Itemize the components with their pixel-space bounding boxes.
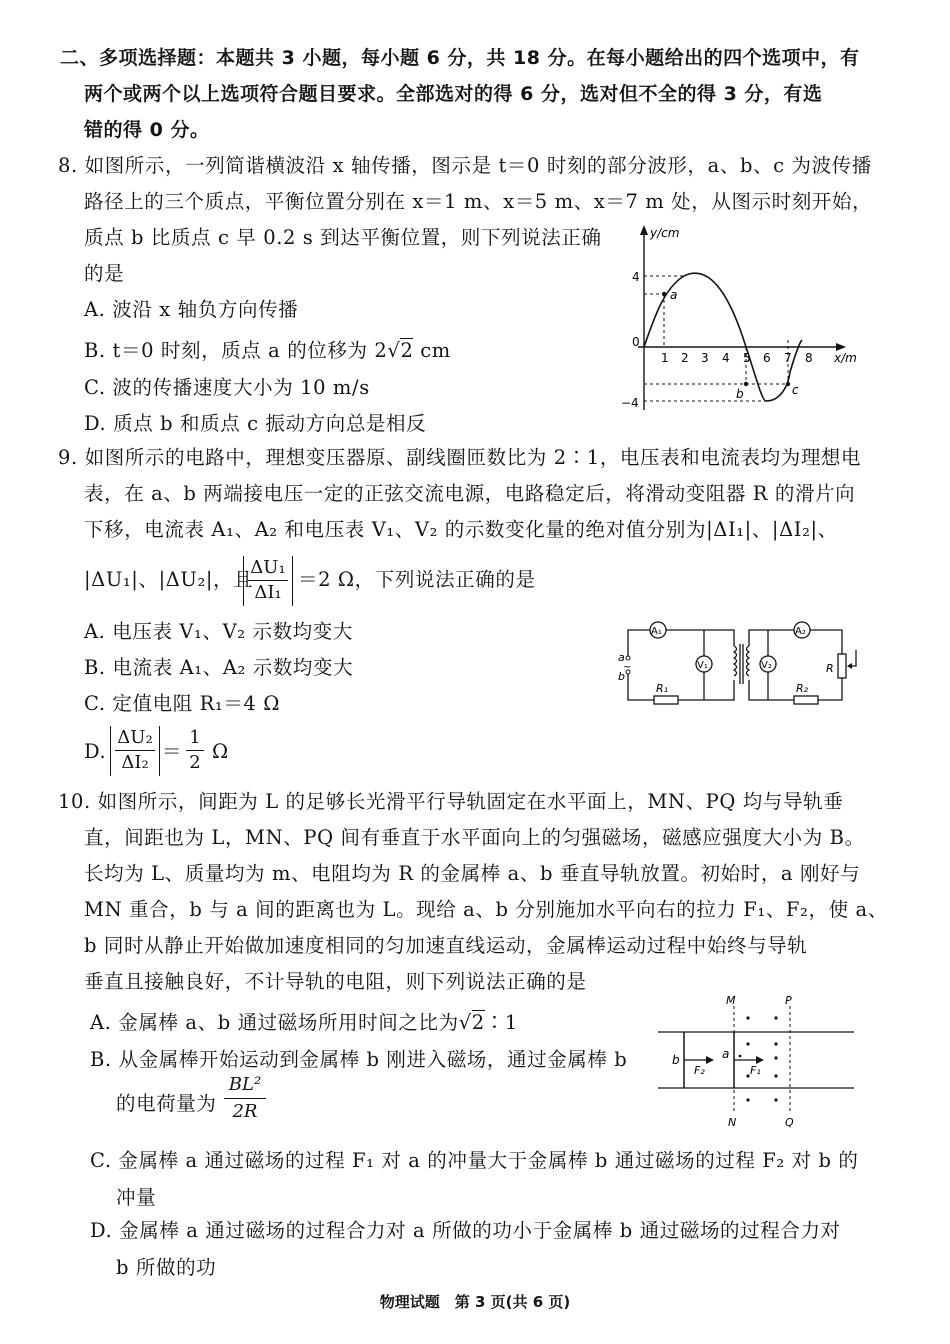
q10-option-b-denominator: 2R — [224, 1098, 266, 1125]
x-tick-7: 7 — [784, 351, 792, 365]
q9-option-d-half-den: 2 — [186, 750, 204, 775]
label-v2: V₂ — [761, 660, 772, 671]
x-tick-3: 3 — [701, 351, 709, 365]
q8-stem-line1: 8. 如图所示，一列简谐横波沿 x 轴传播，图示是 t＝0 时刻的部分波形，a、b、c 为波传播 — [58, 154, 872, 177]
section-instructions-line3: 错的得 0 分。 — [84, 119, 210, 141]
q8-option-a: A. 波沿 x 轴负方向传播 — [84, 298, 299, 321]
y-tick-0: 0 — [632, 335, 640, 349]
q9-option-d-half — [186, 726, 204, 776]
q9-option-d-label: D. — [84, 740, 107, 763]
resistor-r1 — [654, 696, 678, 704]
q9-stem-line4-post: ＝2 Ω，下列说法正确的是 — [298, 568, 536, 591]
x-tick-4: 4 — [722, 351, 730, 365]
label-a1: A₁ — [651, 626, 662, 637]
label-rod-b: b — [672, 1053, 680, 1067]
x-tick-8: 8 — [805, 351, 813, 365]
q10-option-a-radicand: 2 — [471, 1011, 485, 1034]
x-tick-2: 2 — [681, 351, 689, 365]
q9-stem-line1: 9. 如图所示的电路中，理想变压器原、副线圈匝数比为 2∶1，电压表和电流表均为理想电 — [58, 446, 862, 469]
label-a: a — [670, 288, 678, 302]
label-r1: R₁ — [656, 682, 669, 695]
q10-rails-diagram — [652, 992, 858, 1132]
label-rod-a: a — [722, 1047, 730, 1061]
q9-option-d-abs-fraction — [110, 726, 160, 776]
q10-option-c-line2: 冲量 — [116, 1186, 157, 1209]
label-f1: F₁ — [750, 1064, 761, 1077]
resistor-r2 — [794, 696, 818, 704]
rheostat-r — [838, 654, 846, 678]
q10-option-b-line2: 的电荷量为 — [116, 1092, 217, 1115]
q10-stem-line5: b 同时从静止开始做加速度相同的匀加速直线运动，金属棒运动过程中始终与导轨 — [84, 934, 808, 957]
q9-stem-line3-abs: |ΔI₁|、|ΔI₂|、 — [706, 518, 838, 541]
q9-option-d-unit: Ω — [212, 740, 229, 763]
q10-option-a — [90, 1005, 518, 1041]
y-tick-neg4: −4 — [621, 396, 639, 410]
q8-stem-line3: 质点 b 比质点 c 早 0.2 s 到达平衡位置，则下列说法正确 — [84, 226, 602, 249]
q9-stem-line3 — [84, 512, 838, 548]
q9-option-c: C. 定值电阻 R₁＝4 Ω — [84, 692, 280, 715]
x-tick-5: 5 — [743, 351, 751, 365]
label-m: M — [726, 994, 736, 1007]
label-r2: R₂ — [796, 682, 809, 695]
x-tick-1: 1 — [661, 351, 669, 365]
q8-option-b-text: B. t＝0 时刻，质点 a 的位移为 2 — [84, 339, 388, 362]
q9-option-d-half-num: 1 — [189, 727, 201, 748]
q9-option-d-denominator: ΔI₂ — [115, 750, 155, 775]
q9-option-b: B. 电流表 A₁、A₂ 示数均变大 — [84, 656, 354, 679]
y-tick-4: 4 — [632, 270, 640, 284]
label-v1: V₁ — [697, 660, 708, 671]
q9-option-d-numerator: ΔU₂ — [117, 727, 153, 748]
q10-option-b-fraction — [224, 1072, 266, 1128]
q10-option-b-line1: B. 从金属棒开始运动到金属棒 b 刚进入磁场，通过金属棒 b — [90, 1048, 628, 1071]
x-tick-6: 6 — [763, 351, 771, 365]
terminal-a: a — [618, 651, 625, 664]
sqrt-symbol: √ — [458, 1011, 472, 1034]
label-f2: F₂ — [694, 1064, 705, 1077]
section-title: 二、多项选择题：本题共 3 小题，每小题 6 分，共 18 分。在每小题给出的四个选项中，有 — [60, 47, 860, 69]
q10-option-b-numerator: BL² — [228, 1074, 262, 1095]
q9-stem-line2: 表，在 a、b 两端接电压一定的正弦交流电源，电路稳定后，将滑动变阻器 R 的滑片向 — [84, 482, 856, 505]
q10-option-d-line1: D. 金属棒 a 通过磁场的过程合力对 a 所做的功小于金属棒 b 通过磁场的过程合力对 — [90, 1219, 841, 1242]
sqrt-symbol: √ — [387, 339, 401, 362]
q10-option-a-text: A. 金属棒 a、b 通过磁场所用时间之比为 — [90, 1011, 459, 1034]
ac-source-symbol: ~ — [623, 662, 632, 673]
point-a — [662, 292, 666, 296]
q9-stem-line4-text: |ΔU₁|、|ΔU₂|，且 — [84, 568, 254, 591]
q8-option-c: C. 波的传播速度大小为 10 m/s — [84, 376, 370, 399]
q9-option-d-equals: ＝ — [162, 740, 183, 763]
q10-option-c-line1: C. 金属棒 a 通过磁场的过程 F₁ 对 a 的冲量大于金属棒 b 通过磁场的过程 F₂ 对 b 的 — [90, 1149, 859, 1172]
q9-fraction-numerator: ΔU₁ — [250, 557, 286, 578]
q8-wave-graph — [612, 222, 860, 420]
q10-stem-line2: 直，间距也为 L，MN、PQ 间有垂直于水平面向上的匀强磁场，磁感应强度大小为 B。 — [84, 826, 865, 849]
q9-stem-line3-text: 下移，电流表 A₁、A₂ 和电压表 V₁、V₂ 的示数变化量的绝对值分别为 — [84, 518, 707, 541]
q8-option-b — [84, 333, 451, 369]
q10-option-a-ratio: ∶1 — [484, 1011, 518, 1034]
q8-stem-line4: 的是 — [84, 262, 125, 285]
label-p: P — [785, 994, 792, 1007]
point-c — [786, 382, 790, 386]
wave-curve — [644, 273, 802, 401]
q8-option-b-unit: cm — [413, 339, 451, 362]
q8-stem-line2: 路径上的三个质点，平衡位置分别在 x＝1 m、x＝5 m、x＝7 m 处，从图示时刻开始， — [84, 190, 873, 213]
q8-option-b-radicand: 2 — [400, 339, 414, 362]
q10-stem-line3: 长均为 L、质量均为 m、电阻均为 R 的金属棒 a、b 垂直导轨放置。初始时，a 刚好与 — [84, 862, 861, 885]
q9-option-a: A. 电压表 V₁、V₂ 示数均变大 — [84, 620, 353, 643]
q9-circuit-diagram — [612, 614, 862, 710]
axis-label-y: y/cm — [650, 226, 680, 240]
label-a2: A₂ — [795, 626, 806, 637]
q10-stem-line1: 10. 如图所示，间距为 L 的足够长光滑平行导轨固定在水平面上，MN、PQ 均与导轨垂 — [58, 790, 844, 813]
label-n: N — [728, 1116, 737, 1129]
section-instructions-line2: 两个或两个以上选项符合题目要求。全部选对的得 6 分，选对但不全的得 3 分，有选 — [84, 83, 823, 105]
q10-stem-line4: MN 重合，b 与 a 间的距离也为 L。现给 a、b 分别施加水平向右的拉力 F₁、F₂，使 a、 — [84, 898, 888, 921]
page-footer: 物理试题 第 3 页(共 6 页) — [379, 1293, 571, 1311]
axis-label-x: x/m — [834, 351, 857, 365]
q9-fraction-denominator: ΔI₁ — [248, 580, 288, 605]
point-b — [744, 382, 748, 386]
q9-abs-fraction — [243, 556, 293, 606]
terminal-b: b — [618, 670, 625, 683]
q10-option-d-line2: b 所做的功 — [116, 1256, 217, 1279]
label-b: b — [736, 387, 744, 401]
label-c: c — [792, 383, 799, 397]
label-r: R — [826, 662, 834, 675]
label-q: Q — [785, 1116, 794, 1129]
q8-option-d: D. 质点 b 和质点 c 振动方向总是相反 — [84, 412, 427, 435]
q10-stem-line6: 垂直且接触良好，不计导轨的电阻，则下列说法正确的是 — [84, 970, 587, 993]
